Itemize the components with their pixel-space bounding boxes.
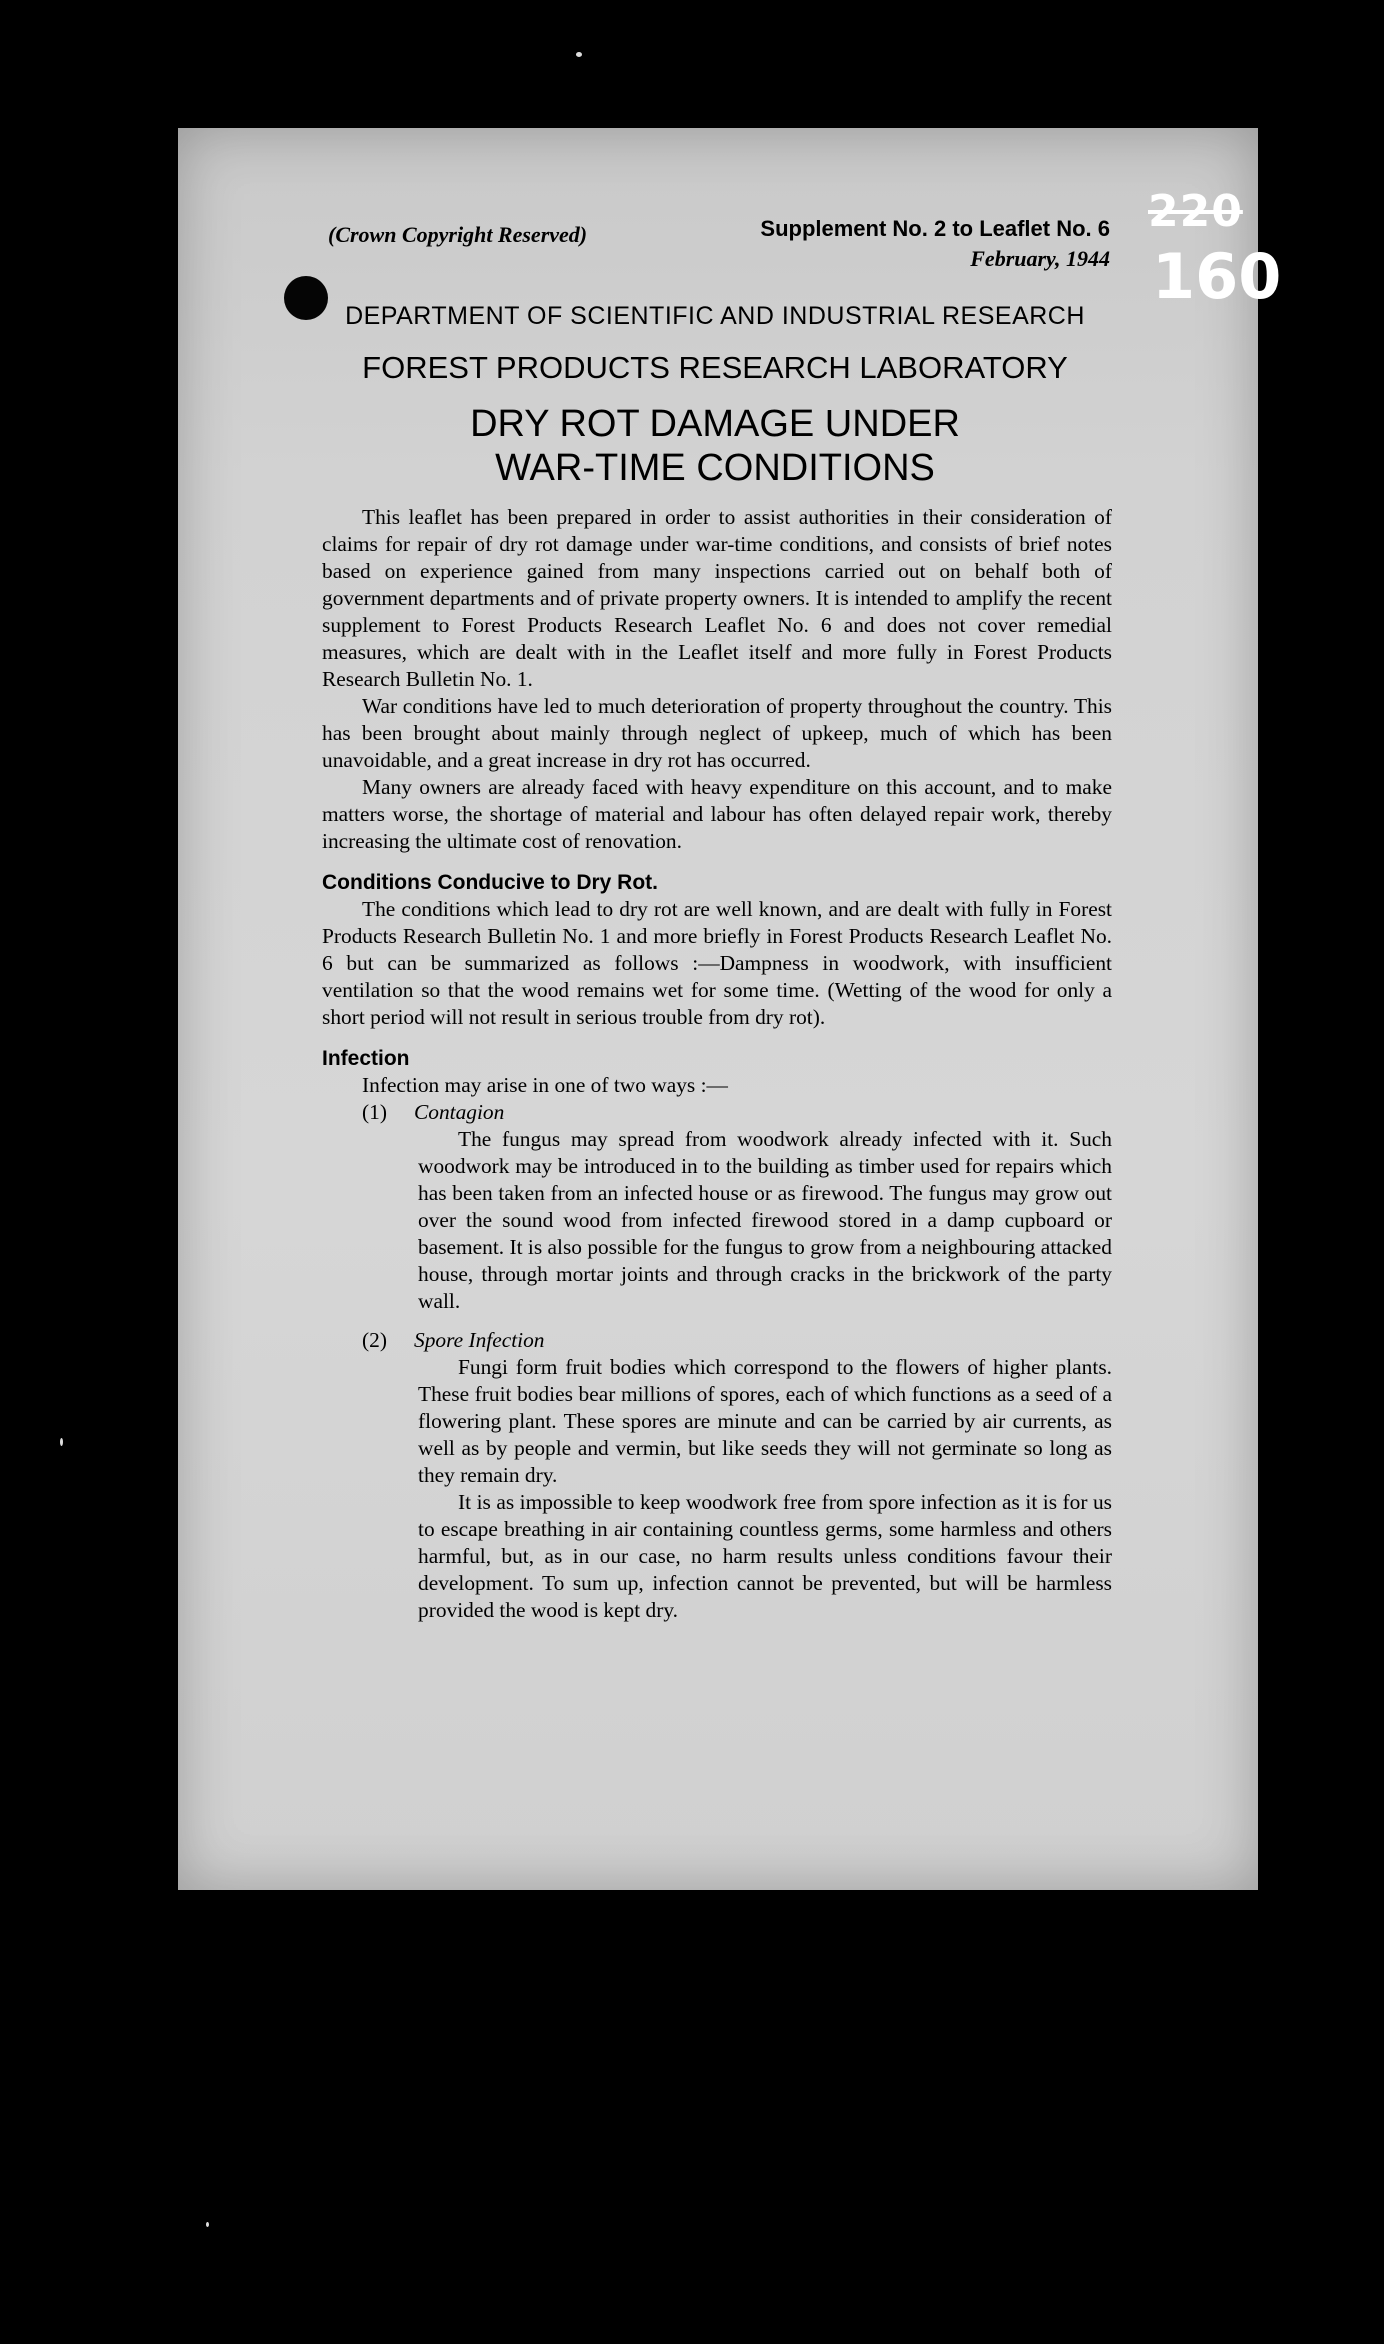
handwritten-struck-number: 220 [1148, 186, 1243, 237]
item-title: Contagion [414, 1100, 505, 1124]
infection-item-heading [362, 1099, 1112, 1126]
conditions-paragraph: The conditions which lead to dry rot are well known, and are dealt with fully in Forest Products Research Bulletin No. 1 and more briefly in Forest Products Research Leaflet No. 6 but can be summarized as follows :—Dampness in woodwork, with insufficient ventilation so that the wood remains wet for some time. (Wetting of the wood for only a short period will not result in serious trouble from dry rot). [322, 897, 1112, 1029]
handwritten-annotation [1148, 186, 1282, 313]
intro-paragraph: This leaflet has been prepared in order to assist authorities in their consideration of claims for repair of dry rot damage under war-time conditions, and consists of brief notes based on experience gained from many inspections carried out on behalf both of government departments and of private property owners. It is intended to amplify the recent supplement to Forest Products Research Leaflet No. 6 and does not cover remedial measures, which are dealt with in the Leaflet itself and more fully in Forest Products Research Bulletin No. 1. [322, 505, 1112, 691]
laboratory-heading: FOREST PRODUCTS RESEARCH LABORATORY [362, 350, 1068, 385]
publication-date: February, 1944 [970, 246, 1110, 271]
item-number: (2) [362, 1328, 387, 1352]
infection-item-paragraph: It is as impossible to keep woodwork free from spore infection as it is for us to escape breathing in air containing countless germs, some harmless and others harmful, but, as in our case, no harm results unless conditions favour their development. To sum up, infection cannot be prevented, but will be harmless provided the wood is kept dry. [418, 1490, 1112, 1622]
infection-item-heading [362, 1327, 1112, 1354]
infection-item-paragraph: The fungus may spread from woodwork already infected with it. Such woodwork may be introduced in to the building as timber used for repairs which has been taken from an infected house or as firewood. The fungus may grow out over the sound wood from infected firewood stored in a damp cupboard or basement. It is also possible for the fungus to grow from a neighbouring attacked house, through mortar joints and through cracks in the brickwork of the party wall. [418, 1127, 1112, 1313]
title-line-1: DRY ROT DAMAGE UNDER [470, 403, 960, 445]
supplement-label: Supplement No. 2 to Leaflet No. 6 [760, 216, 1110, 241]
intro-paragraph: Many owners are already faced with heavy expenditure on this account, and to make matters worse, the shortage of material and labour has often delayed repair work, thereby increasing the ultimate cost of renovation. [322, 775, 1112, 853]
document-title [320, 402, 1110, 490]
infection-heading: Infection [322, 1047, 410, 1070]
scan-speck [206, 2222, 209, 2227]
scan-speck [60, 1438, 63, 1446]
department-heading: DEPARTMENT OF SCIENTIFIC AND INDUSTRIAL RESEARCH [345, 302, 1085, 330]
item-number: (1) [362, 1100, 387, 1124]
scan-speck [576, 52, 582, 57]
supplement-block [726, 216, 1110, 272]
infection-intro: Infection may arise in one of two ways :— [362, 1073, 728, 1097]
copyright-notice: (Crown Copyright Reserved) [328, 222, 588, 247]
handwritten-number: 160 [1152, 240, 1282, 313]
conditions-heading: Conditions Conducive to Dry Rot. [322, 871, 658, 894]
document-body [322, 504, 1112, 1624]
title-line-2: WAR-TIME CONDITIONS [495, 447, 935, 489]
intro-paragraph: War conditions have led to much deterioration of property throughout the country. This has been brought about mainly through neglect of upkeep, much of which has been unavoidable, and a great increase in dry rot has occurred. [322, 694, 1112, 772]
item-title: Spore Infection [414, 1328, 545, 1352]
infection-item-paragraph: Fungi form fruit bodies which correspond to the flowers of higher plants. These fruit bodies bear millions of spores, each of which functions as a seed of a flowering plant. These spores are minute and can be carried by air currents, as well as by people and vermin, but like seeds they will not germinate so long as they remain dry. [418, 1355, 1112, 1487]
